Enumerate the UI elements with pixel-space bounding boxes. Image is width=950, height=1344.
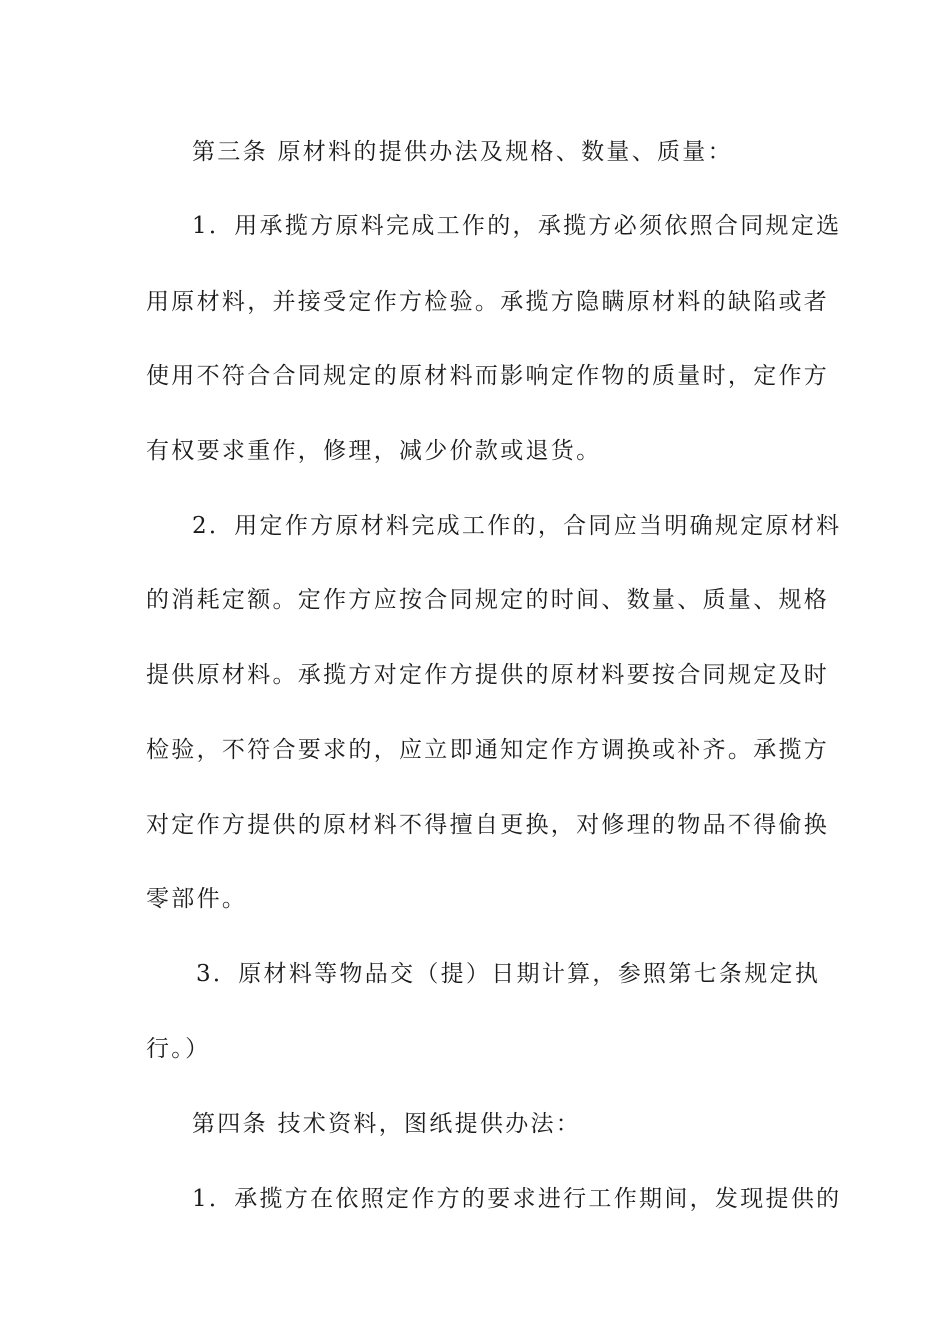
paragraph-line: 检验，不符合要求的，应立即通知定作方调换或补齐。承揽方: [146, 737, 830, 763]
paragraph-line: 1．承揽方在依照定作方的要求进行工作期间，发现提供的: [192, 1186, 842, 1212]
paragraph-line: 使用不符合合同规定的原材料而影响定作物的质量时，定作方: [146, 363, 830, 389]
paragraph-line: 的消耗定额。定作方应按合同规定的时间、数量、质量、规格: [146, 587, 830, 613]
paragraph-line: 用原材料，并接受定作方检验。承揽方隐瞒原材料的缺陷或者: [146, 289, 830, 315]
paragraph-line: 3．原材料等物品交（提）日期计算，参照第七条规定执: [196, 961, 821, 987]
paragraph-line: 行。）: [146, 1036, 211, 1062]
article-4-heading: 第四条 技术资料，图纸提供办法：: [192, 1111, 582, 1137]
paragraph-line: 有权要求重作，修理，减少价款或退货。: [146, 438, 602, 464]
paragraph-line: 对定作方提供的原材料不得擅自更换，对修理的物品不得偷换: [146, 812, 830, 838]
paragraph-line: 2．用定作方原材料完成工作的，合同应当明确规定原材料: [192, 513, 842, 539]
paragraph-line: 提供原材料。承揽方对定作方提供的原材料要按合同规定及时: [146, 662, 830, 688]
article-3-heading: 第三条 原材料的提供办法及规格、数量、质量：: [192, 139, 733, 165]
paragraph-line: 1．用承揽方原料完成工作的，承揽方必须依照合同规定选: [192, 213, 842, 239]
paragraph-line: 零部件。: [146, 886, 248, 912]
